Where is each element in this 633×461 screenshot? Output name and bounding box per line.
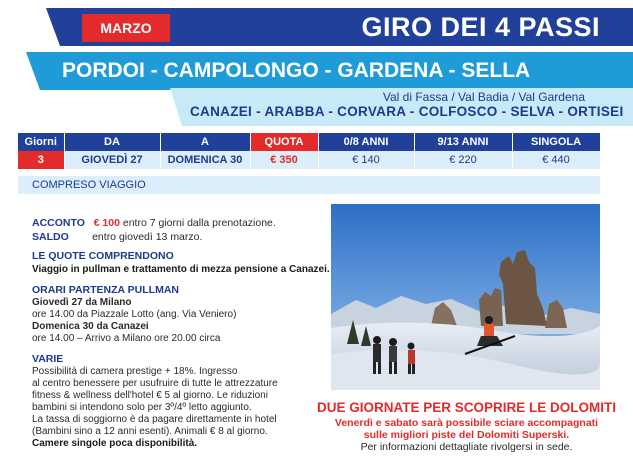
- misc-line: Possibilità di camera prestige + 18%. Ingresso: [32, 366, 238, 377]
- ski-scene-illustration: [331, 204, 600, 390]
- departure-canazei-label: Domenica 30 da Canazei: [32, 321, 149, 332]
- cell-single: € 440: [512, 151, 600, 169]
- departure-milano-label: Giovedì 27 da Milano: [32, 297, 132, 308]
- misc-title: VARIE: [32, 353, 64, 365]
- header-days: Giorni: [18, 133, 64, 151]
- cell-to: DOMENICA 30: [160, 151, 250, 169]
- departures-title: ORARI PARTENZA PULLMAN: [32, 284, 179, 296]
- promo-info: Per informazioni dettagliate rivolgersi in sede.: [360, 441, 573, 453]
- promo-title: DUE GIORNATE PER SCOPRIRE LE DOLOMITI: [316, 400, 617, 415]
- balance-line: [32, 231, 202, 243]
- valleys-text: Val di Fassa / Val Badia / Val Gardena: [382, 90, 585, 104]
- misc-line: (Bambini sino a 12 anni esenti). Animali € 8 al giorno.: [32, 426, 268, 437]
- cell-days: 3: [18, 151, 64, 169]
- page-title: GIRO DEI 4 PASSI: [361, 12, 600, 42]
- includes-title: LE QUOTE COMPRENDONO: [32, 250, 174, 262]
- cell-kids-9-13: € 220: [414, 151, 512, 169]
- deposit-amount: € 100: [93, 217, 120, 229]
- table-header-row: [18, 133, 600, 151]
- departure-milano-text: ore 14.00 da Piazzale Lotto (ang. Via Veniero): [32, 309, 237, 320]
- balance-label: SALDO: [32, 231, 69, 243]
- misc-last-line: Camere singole poca disponibilità.: [32, 438, 198, 449]
- header-kids-0-8: 0/8 ANNI: [318, 133, 414, 151]
- includes-text: Viaggio in pullman e trattamento di mezza pensione a Canazei.: [32, 264, 330, 275]
- dolomites-photo: [331, 204, 600, 390]
- included-label: COMPRESO VIAGGIO: [32, 179, 146, 191]
- price-table: [18, 133, 601, 169]
- cell-kids-0-8: € 140: [318, 151, 414, 169]
- promo-line: Venerdì e sabato sarà possibile sciare accompagnati: [334, 417, 599, 429]
- departure-canazei-text: ore 14.00 – Arrivo a Milano ore 20.00 circa: [32, 333, 221, 344]
- promo-line: sulle migliori piste del Dolomiti Superski.: [363, 429, 570, 441]
- deposit-label: ACCONTO: [32, 217, 85, 229]
- deposit-line: [32, 217, 276, 229]
- misc-line: La tassa di soggiorno è da pagare direttamente in hotel: [32, 414, 277, 425]
- villages-text: CANAZEI - ARABBA - CORVARA - COLFOSCO - SELVA - ORTISEI: [190, 104, 624, 119]
- header-single: SINGOLA: [512, 133, 600, 151]
- header-price: QUOTA: [250, 133, 318, 151]
- cell-price: € 350: [250, 151, 318, 169]
- cell-from: GIOVEDÌ 27: [64, 151, 160, 169]
- misc-line: al centro benessere per usufruire di tutte le attrezzature: [32, 378, 278, 389]
- balance-text: entro giovedì 13 marzo.: [92, 231, 203, 243]
- month-badge: MARZO: [82, 14, 170, 42]
- misc-line: fitness & wellness dell'hotel € 5 al giorno. Le riduzioni: [32, 390, 268, 401]
- table-row: [18, 151, 600, 169]
- header-to: A: [160, 133, 250, 151]
- deposit-text: entro 7 giorni dalla prenotazione.: [122, 217, 276, 229]
- header-from: DA: [64, 133, 160, 151]
- misc-line: bambini si intendono solo per 3º/4º letto aggiunto.: [32, 402, 252, 413]
- route-title: PORDOI - CAMPOLONGO - GARDENA - SELLA: [62, 59, 531, 82]
- header-kids-9-13: 9/13 ANNI: [414, 133, 512, 151]
